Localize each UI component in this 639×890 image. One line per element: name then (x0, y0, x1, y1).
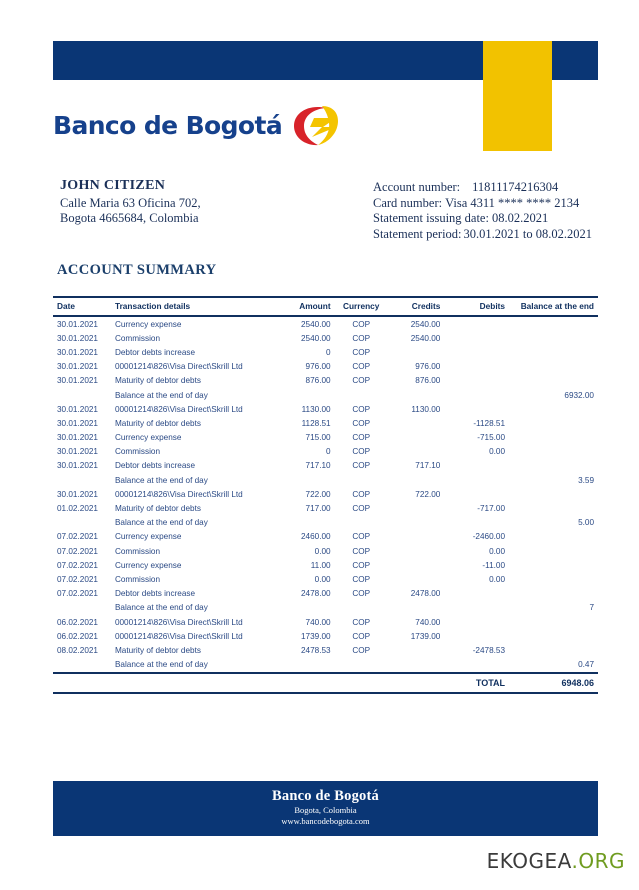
col-header-debits: Debits (448, 297, 511, 316)
cell-credits (386, 473, 449, 487)
cell-credits (386, 501, 449, 515)
cell-date: 08.02.2021 (57, 645, 98, 655)
cell-credits (386, 658, 449, 673)
cell-currency: COP (352, 489, 371, 499)
account-number-value: 11811174216304 (472, 180, 559, 194)
customer-block (60, 178, 201, 226)
bank-logo-text: Banco de Bogotá (53, 110, 283, 140)
cell-details: Currency expense (114, 532, 182, 542)
cell-currency: COP (352, 589, 371, 599)
cell-date: 06.02.2021 (57, 631, 98, 641)
col-header-credits: Credits (386, 297, 449, 316)
total-row (53, 673, 598, 693)
cell-details: Maturity of debtor debts (114, 376, 201, 386)
table-row (53, 558, 598, 572)
col-header-date: Date (53, 297, 112, 316)
cell-debits: -717.00 (477, 504, 506, 514)
cell-date (53, 658, 112, 673)
cell-amount: 2540.00 (300, 333, 331, 343)
table-row (53, 316, 598, 331)
cell-currency (337, 388, 386, 402)
table-row (53, 331, 598, 345)
cell-amount (274, 388, 337, 402)
statement-table-head (53, 297, 598, 316)
cell-details: Currency expense (114, 433, 182, 443)
cell-date: 30.01.2021 (57, 461, 98, 471)
cell-balance (511, 459, 598, 473)
customer-address-line-2: Bogota 4665684, Colombia (60, 211, 199, 225)
cell-details: Balance at the end of day (114, 518, 208, 528)
statement-table-wrap (53, 296, 598, 694)
account-summary-title: ACCOUNT SUMMARY (57, 262, 217, 278)
cell-debits (448, 459, 511, 473)
account-number-row (373, 180, 592, 196)
statement-period-label: Statement period: (373, 226, 462, 241)
cell-balance (511, 431, 598, 445)
cell-credits: 722.00 (415, 489, 441, 499)
cell-currency: COP (352, 617, 371, 627)
cell-credits: 2540.00 (410, 333, 441, 343)
cell-balance (511, 530, 598, 544)
cell-currency: COP (352, 447, 371, 457)
cell-amount: 2478.00 (300, 589, 331, 599)
cell-debits (448, 629, 511, 643)
statement-table-foot (53, 673, 598, 693)
cell-debits: -11.00 (482, 560, 506, 570)
table-row (53, 530, 598, 544)
cell-debits (448, 345, 511, 359)
bank-logo (53, 100, 340, 150)
cell-currency: COP (352, 532, 371, 542)
cell-date: 07.02.2021 (57, 546, 98, 556)
cell-credits: 1130.00 (411, 404, 441, 414)
cell-debits: -1128.51 (473, 418, 506, 428)
cell-balance (511, 402, 598, 416)
cell-debits (448, 587, 511, 601)
statement-period-value: 30.01.2021 to 08.02.2021 (463, 226, 593, 241)
cell-credits (386, 544, 449, 558)
cell-balance (511, 316, 598, 331)
cell-debits (448, 388, 511, 402)
cell-debits: -715.00 (477, 433, 506, 443)
cell-balance: 7 (589, 603, 594, 613)
balance-row (53, 658, 598, 673)
cell-credits (386, 530, 449, 544)
cell-currency: COP (352, 631, 371, 641)
cell-debits (448, 601, 511, 615)
cell-details: Balance at the end of day (114, 603, 208, 613)
table-header-row (53, 297, 598, 316)
cell-details: Commission (114, 447, 160, 457)
cell-details: Currency expense (114, 560, 182, 570)
cell-details: Commission (114, 333, 160, 343)
cell-balance (511, 587, 598, 601)
cell-currency: COP (352, 418, 371, 428)
cell-balance (511, 445, 598, 459)
cell-amount: 0 (326, 347, 331, 357)
table-row (53, 487, 598, 501)
cell-date: 06.02.2021 (57, 617, 98, 627)
cell-date (53, 473, 112, 487)
cell-credits: 876.00 (415, 376, 441, 386)
cell-details: Currency expense (114, 319, 182, 329)
table-row (53, 544, 598, 558)
balance-row (53, 516, 598, 530)
cell-balance (511, 360, 598, 374)
cell-details: Debtor debts increase (114, 589, 196, 599)
cell-date (53, 516, 112, 530)
cell-balance: 3.59 (578, 475, 594, 485)
watermark-name: EKOGEA (486, 849, 572, 873)
card-number-row (373, 196, 592, 212)
cell-date: 30.01.2021 (57, 319, 98, 329)
account-info-block (373, 180, 592, 242)
cell-debits: 0.00 (489, 546, 506, 556)
col-header-currency: Currency (337, 297, 386, 316)
table-row (53, 374, 598, 388)
cell-amount (274, 601, 337, 615)
cell-amount: 0 (326, 447, 331, 457)
cell-date: 30.01.2021 (57, 489, 98, 499)
cell-amount: 722.00 (305, 489, 331, 499)
customer-name: JOHN CITIZEN (60, 178, 166, 193)
cell-credits (386, 388, 449, 402)
cell-date: 07.02.2021 (57, 589, 98, 599)
page-footer (53, 781, 598, 836)
cell-details: 00001214\826\Visa Direct\Skrill Ltd (114, 489, 243, 499)
cell-details: 00001214\826\Visa Direct\Skrill Ltd (114, 617, 243, 627)
cell-amount: 0.00 (314, 574, 331, 584)
cell-balance (511, 544, 598, 558)
bank-swoosh-icon (292, 103, 340, 147)
cell-amount: 11.00 (310, 560, 331, 570)
col-header-details: Transaction details (112, 297, 274, 316)
cell-currency: COP (352, 433, 371, 443)
cell-debits (448, 658, 511, 673)
footer-bank-name: Banco de Bogotá (272, 788, 379, 804)
cell-currency: COP (352, 461, 371, 471)
cell-date: 30.01.2021 (57, 376, 98, 386)
cell-currency: COP (352, 333, 371, 343)
cell-details: Maturity of debtor debts (114, 504, 201, 514)
cell-details: Debtor debts increase (114, 347, 196, 357)
cell-amount: 2478.53 (300, 645, 331, 655)
cell-amount: 717.10 (305, 461, 331, 471)
balance-row (53, 473, 598, 487)
table-row (53, 615, 598, 629)
cell-details: 00001214\826\Visa Direct\Skrill Ltd (114, 631, 243, 641)
cell-credits (386, 416, 449, 430)
cell-amount (274, 516, 337, 530)
table-row (53, 629, 598, 643)
cell-currency: COP (352, 645, 371, 655)
cell-currency: COP (352, 404, 371, 414)
cell-balance (511, 487, 598, 501)
footer-website: www.bancodebogota.com (281, 816, 370, 826)
balance-row (53, 601, 598, 615)
col-header-amount: Amount (274, 297, 337, 316)
watermark (487, 849, 625, 873)
watermark-tld: .ORG (571, 849, 625, 873)
table-row (53, 587, 598, 601)
cell-currency: COP (352, 504, 371, 514)
cell-date: 30.01.2021 (57, 347, 98, 357)
cell-balance (511, 629, 598, 643)
table-row (53, 445, 598, 459)
cell-amount: 717.00 (305, 504, 331, 514)
customer-address-line-1: Calle Maria 63 Oficina 702, (60, 196, 201, 210)
cell-balance (511, 501, 598, 515)
cell-credits: 2478.00 (410, 589, 441, 599)
cell-balance (511, 615, 598, 629)
cell-date: 30.01.2021 (57, 362, 98, 372)
cell-credits (386, 431, 449, 445)
footer-city: Bogota, Colombia (294, 805, 357, 815)
cell-currency: COP (352, 362, 371, 372)
cell-balance (511, 331, 598, 345)
balance-row (53, 388, 598, 402)
cell-currency (337, 473, 386, 487)
cell-credits: 717.10 (415, 461, 441, 471)
col-header-balance: Balance at the end (511, 297, 598, 316)
cell-balance (511, 374, 598, 388)
cell-currency (337, 601, 386, 615)
cell-date: 30.01.2021 (57, 418, 98, 428)
cell-credits (386, 345, 449, 359)
cell-credits (386, 572, 449, 586)
cell-date: 30.01.2021 (57, 433, 98, 443)
cell-amount: 2460.00 (300, 532, 331, 542)
cell-credits (386, 601, 449, 615)
cell-amount: 876.00 (305, 376, 331, 386)
cell-currency: COP (352, 319, 371, 329)
cell-debits (448, 473, 511, 487)
cell-date (53, 601, 112, 615)
table-row (53, 416, 598, 430)
cell-balance (511, 572, 598, 586)
cell-credits: 1739.00 (410, 631, 441, 641)
table-row (53, 360, 598, 374)
cell-details: Balance at the end of day (114, 475, 208, 485)
cell-debits (448, 374, 511, 388)
cell-amount: 976.00 (305, 362, 331, 372)
table-row (53, 402, 598, 416)
cell-details: Maturity of debtor debts (114, 645, 201, 655)
cell-balance: 0.47 (578, 660, 594, 670)
cell-details: 00001214\826\Visa Direct\Skrill Ltd (114, 362, 243, 372)
cell-debits (448, 516, 511, 530)
cell-date: 07.02.2021 (57, 532, 98, 542)
cell-details: Balance at the end of day (114, 660, 208, 670)
card-number-label: Card number: (373, 195, 443, 210)
cell-balance (511, 643, 598, 657)
cell-amount: 1739.00 (300, 631, 331, 641)
cell-currency: COP (352, 347, 371, 357)
cell-amount: 740.00 (305, 617, 331, 627)
statement-period-row (373, 227, 592, 243)
cell-currency (337, 658, 386, 673)
cell-credits: 740.00 (415, 617, 441, 627)
cell-amount: 1128.51 (301, 418, 331, 428)
table-row (53, 431, 598, 445)
cell-currency: COP (352, 560, 371, 570)
cell-debits: -2478.53 (472, 645, 506, 655)
cell-debits (448, 360, 511, 374)
cell-currency: COP (352, 546, 371, 556)
statement-table (53, 296, 598, 694)
cell-debits (448, 402, 511, 416)
header-yellow-block (483, 41, 552, 151)
cell-currency (337, 516, 386, 530)
cell-credits (386, 516, 449, 530)
cell-credits: 976.00 (415, 362, 441, 372)
cell-date: 01.02.2021 (57, 504, 98, 514)
issuing-date-value: 08.02.2021 (491, 211, 549, 225)
total-value: 6948.06 (511, 673, 598, 693)
cell-debits: 0.00 (489, 574, 506, 584)
cell-balance (511, 416, 598, 430)
cell-details: Commission (114, 574, 160, 584)
cell-amount: 1130.00 (301, 404, 331, 414)
cell-currency: COP (352, 376, 371, 386)
cell-debits (448, 316, 511, 331)
cell-debits (448, 331, 511, 345)
cell-date: 07.02.2021 (57, 560, 98, 570)
card-number-value: Visa 4311 **** **** 2134 (445, 195, 580, 210)
cell-amount: 715.00 (305, 433, 331, 443)
cell-balance: 6932.00 (564, 390, 594, 400)
cell-debits (448, 615, 511, 629)
cell-debits: -2460.00 (472, 532, 506, 542)
cell-date: 30.01.2021 (57, 333, 98, 343)
cell-amount (274, 658, 337, 673)
cell-amount: 2540.00 (300, 319, 331, 329)
table-row (53, 459, 598, 473)
total-label: TOTAL (448, 673, 511, 693)
cell-details: Debtor debts increase (114, 461, 196, 471)
cell-credits (386, 643, 449, 657)
cell-amount (274, 473, 337, 487)
cell-date: 30.01.2021 (57, 447, 98, 457)
cell-details: Balance at the end of day (114, 390, 208, 400)
issuing-date-row (373, 211, 592, 227)
table-row (53, 643, 598, 657)
account-number-label: Account number: (373, 180, 461, 194)
table-row (53, 345, 598, 359)
cell-details: Commission (114, 546, 160, 556)
cell-balance (511, 558, 598, 572)
cell-credits (386, 558, 449, 572)
issuing-date-label: Statement issuing date: (373, 211, 489, 225)
cell-credits: 2540.00 (410, 319, 441, 329)
cell-details: 00001214\826\Visa Direct\Skrill Ltd (114, 404, 243, 414)
table-row (53, 501, 598, 515)
cell-amount: 0.00 (314, 546, 331, 556)
cell-balance (511, 345, 598, 359)
cell-debits: 0.00 (489, 447, 506, 457)
statement-table-body (53, 316, 598, 673)
table-row (53, 572, 598, 586)
cell-currency: COP (352, 574, 371, 584)
cell-date: 30.01.2021 (57, 404, 98, 414)
cell-details: Maturity of debtor debts (114, 418, 201, 428)
cell-credits (386, 445, 449, 459)
cell-date: 07.02.2021 (57, 574, 98, 584)
cell-debits (448, 487, 511, 501)
cell-balance: 5.00 (578, 518, 594, 528)
cell-date (53, 388, 112, 402)
